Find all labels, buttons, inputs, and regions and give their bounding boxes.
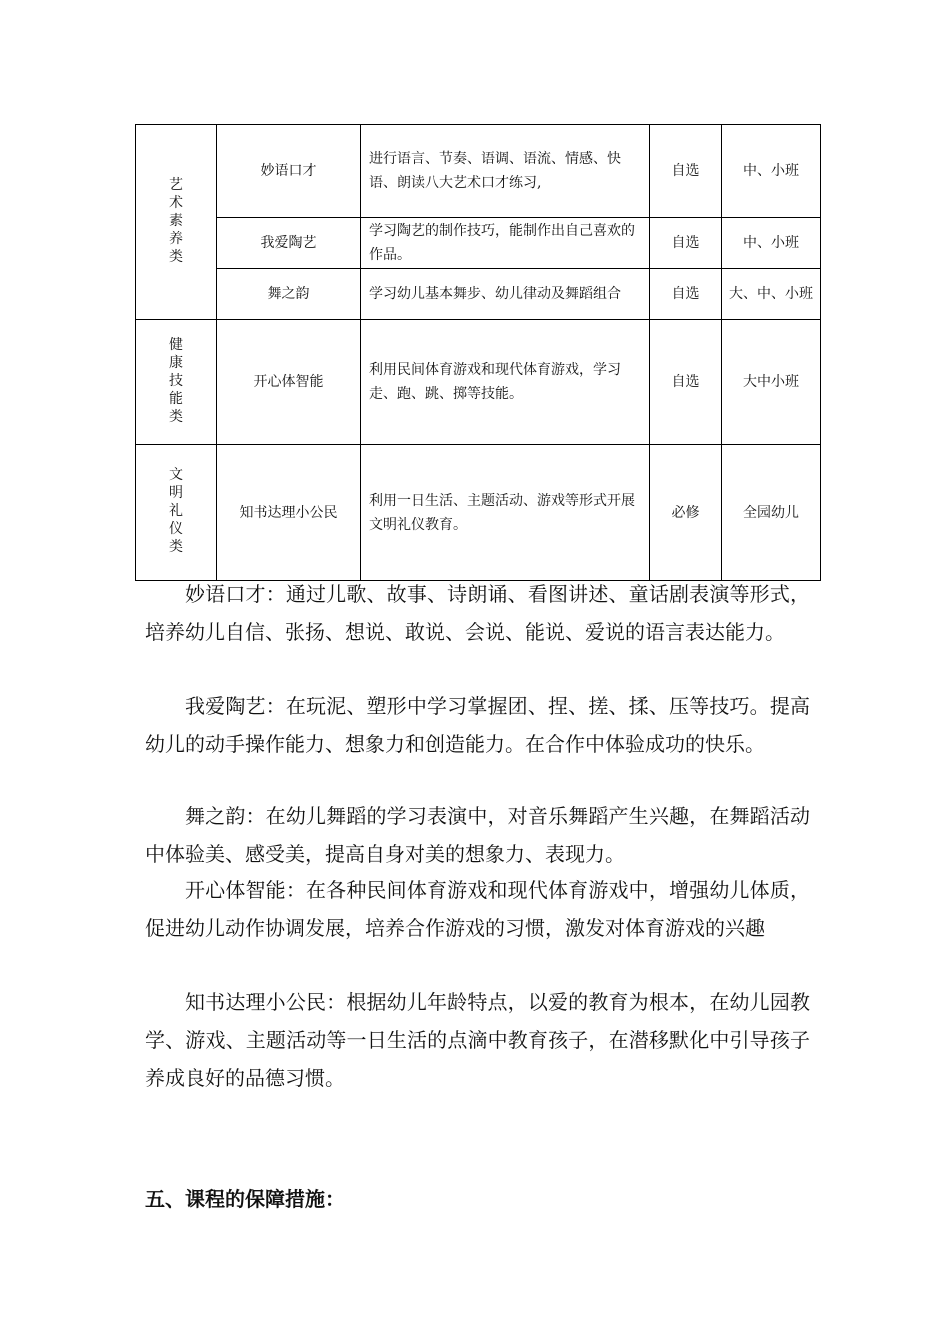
course-type: 自选	[650, 320, 722, 445]
category-label: 文明礼仪类	[169, 467, 183, 555]
description-paragraph: 开心体智能：在各种民间体育游戏和现代体育游戏中，增强幼儿体质，促进幼儿动作协调发展，培养合作游戏的习惯，激发对体育游戏的兴趣	[145, 878, 810, 940]
course-grade: 大中小班	[722, 320, 821, 445]
table-row	[136, 125, 821, 218]
course-name: 知书达理小公民	[217, 445, 361, 581]
course-description: 利用一日生活、主题活动、游戏等形式开展文明礼仪教育。	[361, 445, 650, 581]
course-grade: 中、小班	[722, 125, 821, 218]
description-paragraph: 知书达理小公民：根据幼儿年龄特点，以爱的教育为根本，在幼儿园教学、游戏、主题活动等一日生活的点滴中教育孩子，在潜移默化中引导孩子养成良好的品德习惯。	[145, 990, 810, 1090]
category-label: 艺术素养类	[169, 176, 183, 265]
description-paragraph: 妙语口才：通过儿歌、故事、诗朗诵、看图讲述、童话剧表演等形式，培养幼儿自信、张扬、想说、敢说、会说、能说、爱说的语言表达能力。	[145, 582, 810, 644]
table-row	[136, 269, 821, 320]
course-name: 舞之韵	[217, 269, 361, 320]
table-row	[136, 218, 821, 269]
course-name: 开心体智能	[217, 320, 361, 445]
course-type: 自选	[650, 218, 722, 269]
category-cell	[136, 445, 217, 581]
category-cell	[136, 320, 217, 445]
course-description: 学习陶艺的制作技巧，能制作出自己喜欢的作品。	[361, 218, 650, 269]
description-paragraph: 舞之韵：在幼儿舞蹈的学习表演中，对音乐舞蹈产生兴趣，在舞蹈活动中体验美、感受美，提高自身对美的想象力、表现力。	[145, 804, 810, 866]
course-table	[135, 124, 821, 581]
course-grade: 大、中、小班	[722, 269, 821, 320]
course-name: 妙语口才	[217, 125, 361, 218]
course-type: 自选	[650, 269, 722, 320]
section-heading: 五、课程的保障措施：	[145, 1187, 345, 1211]
course-grade: 中、小班	[722, 218, 821, 269]
table-row	[136, 320, 821, 445]
category-label: 健康技能类	[169, 336, 183, 425]
course-type: 必修	[650, 445, 722, 581]
category-cell	[136, 125, 217, 320]
course-grade: 全园幼儿	[722, 445, 821, 581]
table-row	[136, 445, 821, 581]
course-name: 我爱陶艺	[217, 218, 361, 269]
course-description: 学习幼儿基本舞步、幼儿律动及舞蹈组合	[361, 269, 650, 320]
course-type: 自选	[650, 125, 722, 218]
course-description: 进行语言、节奏、语调、语流、情感、快语、朗读八大艺术口才练习,	[361, 125, 650, 218]
description-paragraph: 我爱陶艺：在玩泥、塑形中学习掌握团、捏、搓、揉、压等技巧。提高幼儿的动手操作能力、想象力和创造能力。在合作中体验成功的快乐。	[145, 694, 810, 756]
course-description: 利用民间体育游戏和现代体育游戏，学习走、跑、跳、掷等技能。	[361, 320, 650, 445]
